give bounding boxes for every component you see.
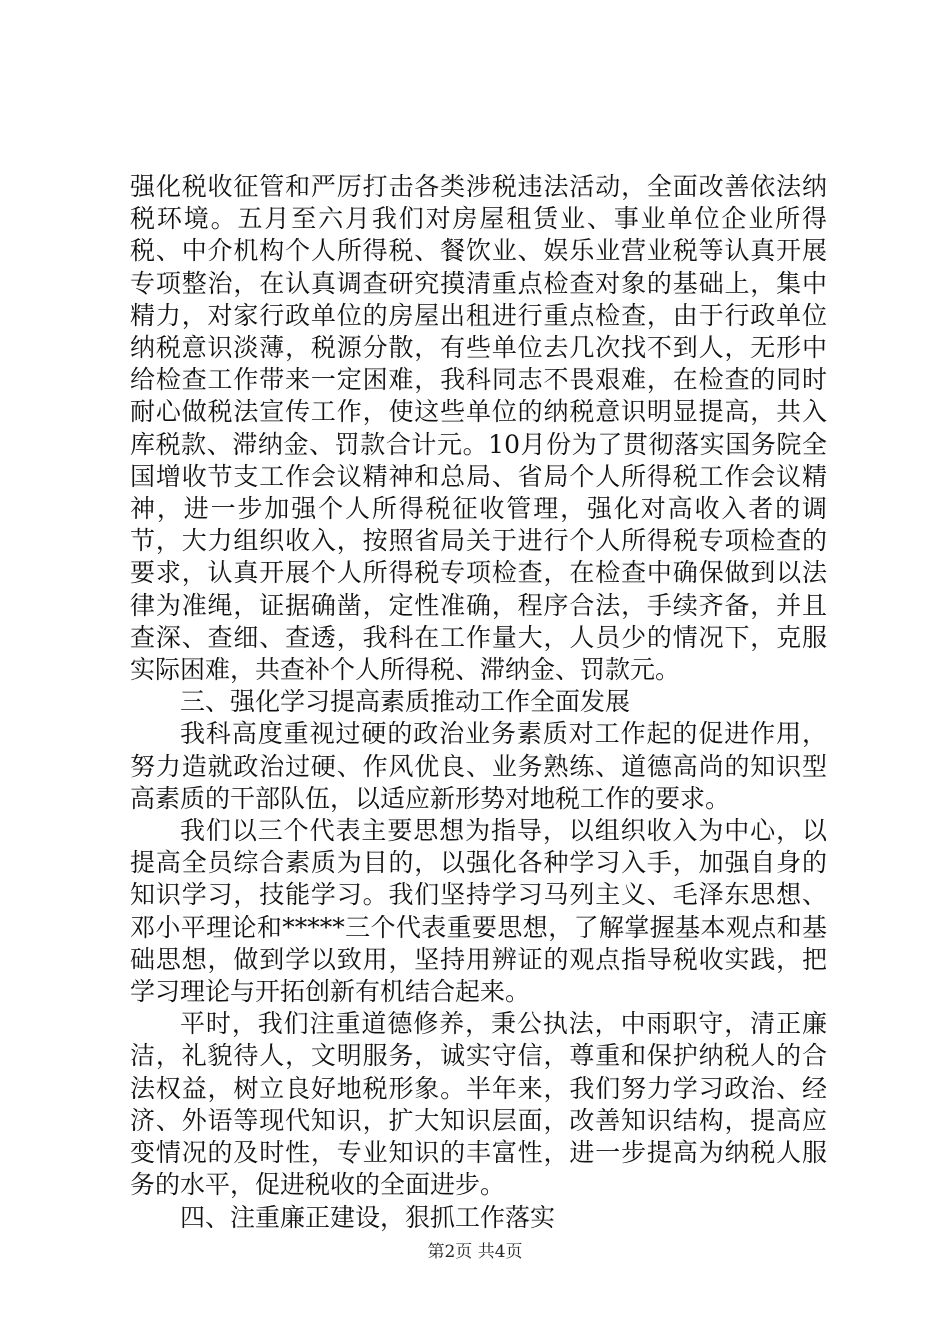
paragraph: 我们以三个代表主要思想为指导，以组织收入为中心，以提高全员综合素质为目的，以强化各种学习入手，加强自身的知识学习，技能学习。我们坚持学习马列主义、毛泽东思想、邓小平理论和*****三个代表重要思想，了解掌握基本观点和基础思想，做到学以致用，坚持用辨证的观点指导税收实践，把学习理论与开拓创新有机结合起来。 [130, 816, 827, 1007]
section-heading-4: 四、注重廉正建设，狠抓工作落实 [180, 1202, 556, 1232]
page-number-footer: 第2页 共4页 [427, 1242, 523, 1262]
document-body [130, 171, 827, 1234]
section-heading-3: 三、强化学习提高素质推动工作全面发展 [180, 687, 631, 717]
paragraph: 平时，我们注重道德修养，秉公执法，中雨职守，清正廉洁，礼貌待人，文明服务，诚实守信，尊重和保护纳税人的合法权益，树立良好地税形象。半年来，我们努力学习政治、经济、外语等现代知识，扩大知识层面，改善知识结构，提高应变情况的及时性，专业知识的丰富性，进一步提高为纳税人服务的水平，促进税收的全面进步。 [130, 1009, 827, 1200]
paragraph: 我科高度重视过硬的政治业务素质对工作起的促进作用，努力造就政治过硬、作风优良、业务熟练、道德高尚的知识型高素质的干部队伍，以适应新形势对地税工作的要求。 [130, 719, 827, 813]
paragraph-continuation: 强化税收征管和严厉打击各类涉税违法活动，全面改善依法纳税环境。五月至六月我们对房屋租赁业、事业单位企业所得税、中介机构个人所得税、餐饮业、娱乐业营业税等认真开展专项整治，在认真调查研究摸清重点检查对象的基础上，集中精力，对家行政单位的房屋出租进行重点检查，由于行政单位纳税意识淡薄，税源分散，有些单位去几次找不到人，无形中给检查工作带来一定困难，我科同志不畏艰难，在检查的同时耐心做税法宣传工作，使这些单位的纳税意识明显提高，共入库税款、滞纳金、罚款合计元。10月份为了贯彻落实国务院全国增收节支工作会议精神和总局、省局个人所得税工作会议精神，进一步加强个人所得税征收管理，强化对高收入者的调节，大力组织收入，按照省局关于进行个人所得税专项检查的要求，认真开展个人所得税专项检查，在检查中确保做到以法律为准绳，证据确凿，定性准确，程序合法，手续齐备，并且查深、查细、查透，我科在工作量大，人员少的情况下，克服实际困难，共查补个人所得税、滞纳金、罚款元。 [130, 172, 827, 685]
